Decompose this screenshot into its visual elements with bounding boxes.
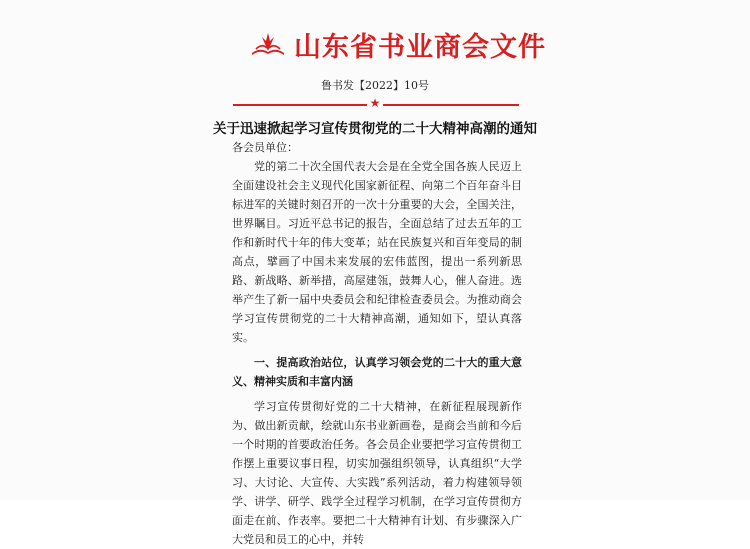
document-number: 鲁书发【2022】10号: [321, 79, 429, 92]
section-heading-1: 一、提高政治站位，认真学习领会党的二十大的重大意义、精神实质和丰富内涵: [232, 356, 522, 388]
document-header: [250, 22, 546, 66]
book-star-emblem-icon: [250, 31, 286, 57]
paragraph-section-1: 学习宣传贯彻好党的二十大精神，在新征程展现新作为、做出新贡献，绘就山东书业新画卷，是商会当前和今后一个时期的首要政治任务。各会员企业要把学习宣传贯彻工作摆上重要议事日程，切实加强组织领导，认真组织“大学习、大讨论、大宣传、大实践”系列活动，着力构建领导领学、讲学、研学、践学全过程学习机制，在学习宣传贯彻方面走在前、作表率。要把二十大精神有计划、有步骤深入广大党员和员工的心中，并转: [232, 400, 522, 546]
divider-line-right: [383, 104, 519, 106]
organization-title: 山东省书业商会文件: [294, 31, 546, 63]
divider-line-left: [233, 104, 367, 106]
notice-body: [232, 138, 522, 549]
addressee: 各会员单位：: [232, 141, 298, 154]
notice-title: 关于迅速掀起学习宣传贯彻党的二十大精神高潮的通知: [213, 121, 537, 137]
paragraph-intro: 党的第二十次全国代表大会是在全党全国各族人民迈上全面建设社会主义现代化国家新征程、向第二个百年奋斗目标进军的关键时刻召开的一次十分重要的大会，全国关注，世界瞩目。习近平总书记的报告，全面总结了过去五年的工作和新时代十年的伟大变革；站在民族复兴和百年变局的制高点，擘画了中国未来发展的宏伟蓝图，提出一系列新思路、新战略、新举措，高屋建瓴，鼓舞人心，催人奋进。选举产生了新一届中央委员会和纪律检查委员会。为推动商会学习宣传贯彻党的二十大精神高潮，通知如下，望认真落实。: [232, 160, 522, 344]
star-icon: ★: [369, 96, 381, 110]
